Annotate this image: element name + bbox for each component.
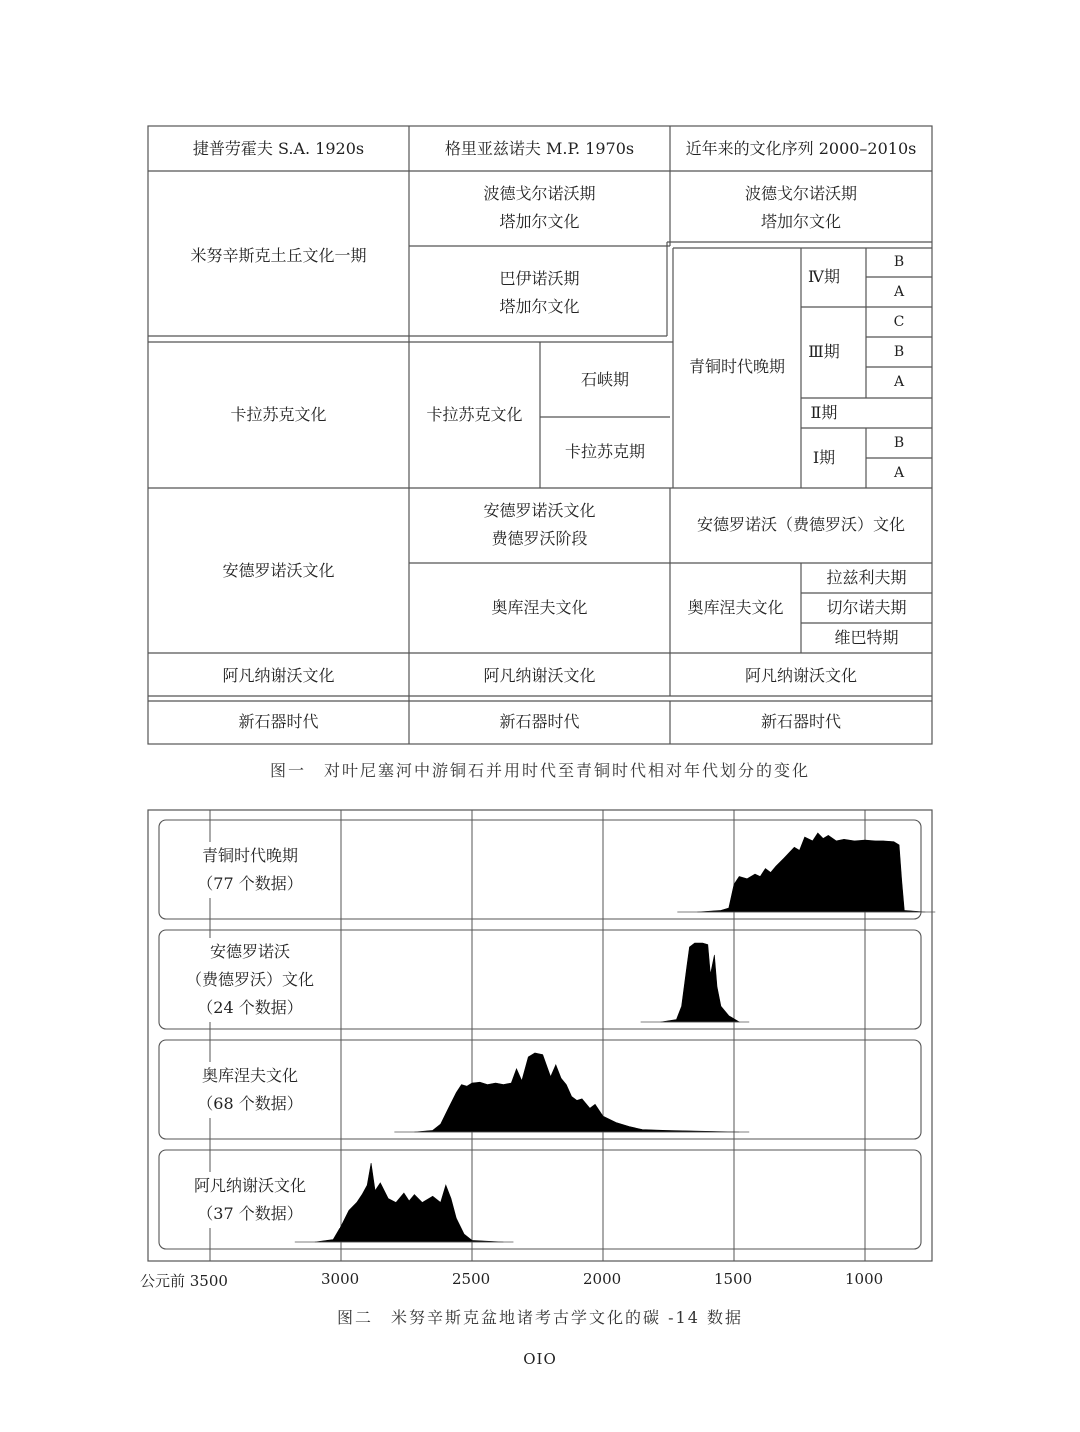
col3-phase-ii: Ⅱ期 xyxy=(810,403,838,422)
col3-afanasievo: 阿凡纳谢沃文化 xyxy=(744,666,857,685)
culture-label-1-2: （24 个数据） xyxy=(160,994,340,1022)
figure-1-caption: 图一 对叶尼塞河中游铜石并用时代至青铜时代相对年代划分的变化 xyxy=(269,761,810,780)
page-number: OIO xyxy=(523,1350,557,1368)
col3-iv-b: B xyxy=(893,254,905,270)
col2-shixia-period: 石峡期 xyxy=(580,370,629,389)
col1-neolithic: 新石器时代 xyxy=(238,712,319,731)
col3-phase-iv: Ⅳ期 xyxy=(808,267,840,286)
c14-distribution-0 xyxy=(697,833,925,912)
col2-karasuk: 卡拉苏克文化 xyxy=(426,405,523,424)
col3-i-b: B xyxy=(893,435,905,451)
col3-iv-a: A xyxy=(893,284,905,300)
col1-karasuk: 卡拉苏克文化 xyxy=(230,405,327,424)
culture-label-1-1: （费德罗沃）文化 xyxy=(160,966,340,994)
col2-tagar: 塔加尔文化 xyxy=(499,212,580,231)
culture-label-3-0: 阿凡纳谢沃文化 xyxy=(160,1172,340,1200)
col2-tagar-2: 塔加尔文化 xyxy=(499,297,580,316)
culture-label-0-1: （77 个数据） xyxy=(160,870,340,898)
col3-tagar: 塔加尔文化 xyxy=(760,212,841,231)
col2-karasuk-period: 卡拉苏克期 xyxy=(564,442,645,461)
col3-iii-b: B xyxy=(893,344,905,360)
axis-tick-2000: 2000 xyxy=(583,1270,622,1288)
axis-tick-1000: 1000 xyxy=(845,1270,884,1288)
col2-podgornovo-period: 波德戈尔诺沃期 xyxy=(483,184,596,203)
col3-podgornovo-period: 波德戈尔诺沃期 xyxy=(744,184,857,203)
c14-distributions xyxy=(295,833,935,1242)
col3-i-a: A xyxy=(893,465,905,481)
col3-phase-i: Ⅰ期 xyxy=(812,448,836,467)
col3-iii-c: C xyxy=(893,314,905,330)
culture-label-2-0: 奥库涅夫文化 xyxy=(160,1062,340,1090)
col3-okunev: 奥库涅夫文化 xyxy=(687,598,784,617)
c14-distribution-2 xyxy=(414,1053,739,1132)
culture-label-2-1: （68 个数据） xyxy=(160,1090,340,1118)
col3-iii-a: A xyxy=(893,374,905,390)
col1-afanasievo: 阿凡纳谢沃文化 xyxy=(222,666,335,685)
col2-bainovo-period: 巴伊诺沃期 xyxy=(499,269,580,288)
header-col3: 近年来的文化序列 2000–2010s xyxy=(685,139,917,158)
axis-tick-2500: 2500 xyxy=(452,1270,491,1288)
culture-label-0-0: 青铜时代晚期 xyxy=(160,842,340,870)
col3-okunev-phase-2: 切尔诺夫期 xyxy=(826,598,907,617)
axis-tick-3500: 公元前 3500 xyxy=(140,1272,228,1290)
col2-andronovo-culture: 安德罗诺沃文化 xyxy=(483,501,596,520)
col3-neolithic: 新石器时代 xyxy=(760,712,841,731)
c14-distribution-3 xyxy=(315,1163,504,1242)
col3-andronovo-fedorovo: 安德罗诺沃（费德罗沃）文化 xyxy=(696,515,905,534)
axis-tick-3000: 3000 xyxy=(321,1270,360,1288)
col3-phase-iii: Ⅲ期 xyxy=(808,342,840,361)
header-col2: 格里亚兹诺夫 M.P. 1970s xyxy=(444,139,635,158)
c14-distribution-1 xyxy=(661,943,740,1022)
col2-okunev: 奥库涅夫文化 xyxy=(491,598,588,617)
culture-label-1-0: 安德罗诺沃 xyxy=(160,938,340,966)
header-col1: 捷普劳霍夫 S.A. 1920s xyxy=(192,139,365,158)
col3-okunev-phase-3: 维巴特期 xyxy=(834,628,899,647)
col3-late-bronze: 青铜时代晚期 xyxy=(688,357,785,376)
axis-tick-1500: 1500 xyxy=(714,1270,753,1288)
col1-minusinsk-mound: 米努辛斯克土丘文化一期 xyxy=(190,246,367,265)
culture-label-3-1: （37 个数据） xyxy=(160,1200,340,1228)
col1-andronovo: 安德罗诺沃文化 xyxy=(222,561,335,580)
col2-fedorovo-stage: 费德罗沃阶段 xyxy=(491,529,588,548)
col2-afanasievo: 阿凡纳谢沃文化 xyxy=(483,666,596,685)
col3-okunev-phase-1: 拉兹利夫期 xyxy=(826,568,907,587)
col2-neolithic: 新石器时代 xyxy=(499,712,580,731)
figure-2-caption: 图二 米努辛斯克盆地诸考古学文化的碳 -14 数据 xyxy=(337,1308,743,1327)
